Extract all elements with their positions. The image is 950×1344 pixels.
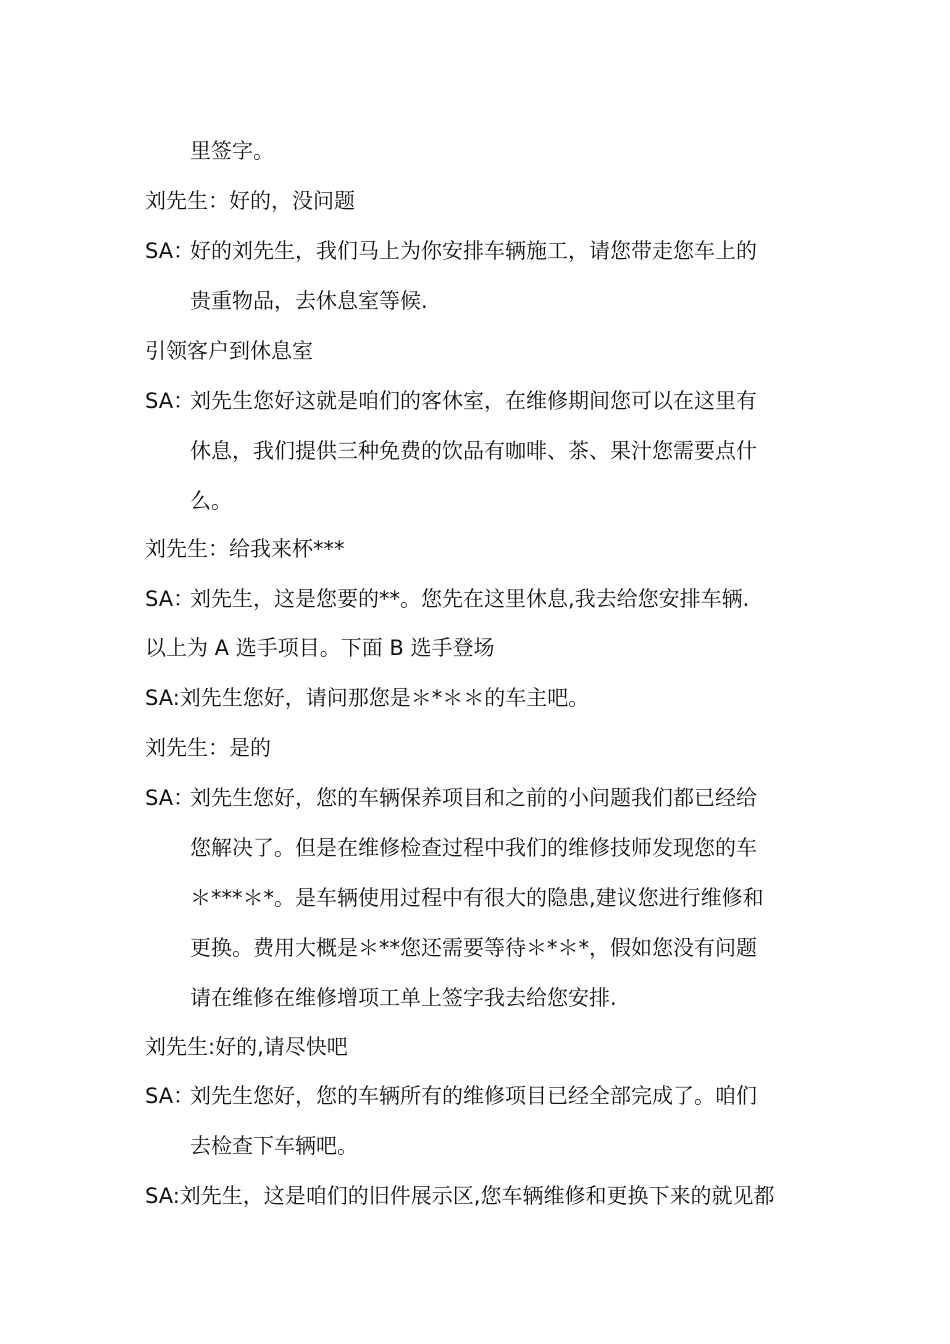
paragraph-customer-reply	[145, 1022, 815, 1072]
text-line: 引领客户到休息室	[145, 339, 313, 363]
speaker-label: SA：	[145, 1084, 195, 1108]
text-line: 休息，我们提供三种免费的饮品有咖啡、茶、果汁您需要点什	[190, 439, 757, 463]
paragraph-customer-reply	[145, 723, 815, 773]
text-line: 以上为 A 选手项目。下面 B 选手登场	[145, 636, 495, 660]
text-line: 去检查下车辆吧。	[190, 1134, 358, 1158]
speaker-label: SA：	[145, 587, 195, 611]
text-line: 刘先生：好的，没问题	[145, 189, 355, 213]
dialogue-body	[190, 376, 757, 526]
speaker-label: SA：	[145, 239, 195, 263]
text-line: ＊***＊*。是车辆使用过程中有很大的隐患,建议您进行维修和	[190, 886, 764, 910]
dialogue-body	[190, 226, 757, 326]
text-line: 刘先生您好这就是咱们的客休室，在维修期间您可以在这里有	[190, 389, 757, 413]
text-line: 您解决了。但是在维修检查过程中我们的维修技师发现您的车	[190, 836, 757, 860]
text-line: 好的刘先生，我们马上为你安排车辆施工，请您带走您车上的	[190, 239, 757, 263]
text-line: SA:刘先生您好，请问那您是＊*＊＊的车主吧。	[145, 686, 590, 710]
text-line: SA:刘先生，这是咱们的旧件展示区,您车辆维修和更换下来的就见都	[145, 1184, 775, 1208]
paragraph-stage-direction	[145, 326, 815, 376]
text-line: 刘先生您好，您的车辆所有的维修项目已经全部完成了。咱们	[190, 1084, 757, 1108]
text-line: 刘先生，这是您要的**。您先在这里休息,我去给您安排车辆.	[190, 587, 750, 611]
paragraph-sa-dialogue	[145, 773, 815, 1023]
text-line: 请在维修在维修增项工单上签字我去给您安排.	[190, 986, 617, 1010]
paragraph-customer-reply	[145, 524, 815, 574]
text-line: 刘先生：给我来杯***	[145, 537, 345, 561]
text-line: 更换。费用大概是＊**您还需要等待＊*＊*，假如您没有问题	[190, 936, 757, 960]
paragraph-continuation	[145, 126, 815, 176]
paragraph-sa-dialogue	[145, 376, 815, 526]
text-line: 贵重物品，去休息室等候.	[190, 289, 428, 313]
text-line: 刘先生您好，您的车辆保养项目和之前的小问题我们都已经给	[190, 786, 757, 810]
paragraph-customer-reply	[145, 176, 815, 226]
paragraph-sa-dialogue	[145, 1071, 815, 1171]
text-line: 么。	[190, 489, 232, 513]
dialogue-body	[190, 773, 764, 1023]
paragraph-sa-dialogue	[145, 673, 815, 723]
dialogue-body	[190, 1071, 757, 1171]
text-line: 里签字。	[190, 139, 274, 163]
speaker-label: SA：	[145, 786, 195, 810]
paragraph-sa-dialogue	[145, 1171, 815, 1221]
text-line: 刘先生:好的,请尽快吧	[145, 1035, 348, 1059]
paragraph-stage-direction	[145, 623, 815, 673]
text-line: 刘先生：是的	[145, 736, 271, 760]
speaker-label: SA：	[145, 389, 195, 413]
dialogue-body	[190, 574, 749, 624]
paragraph-sa-dialogue	[145, 226, 815, 326]
paragraph-sa-dialogue	[145, 574, 815, 624]
